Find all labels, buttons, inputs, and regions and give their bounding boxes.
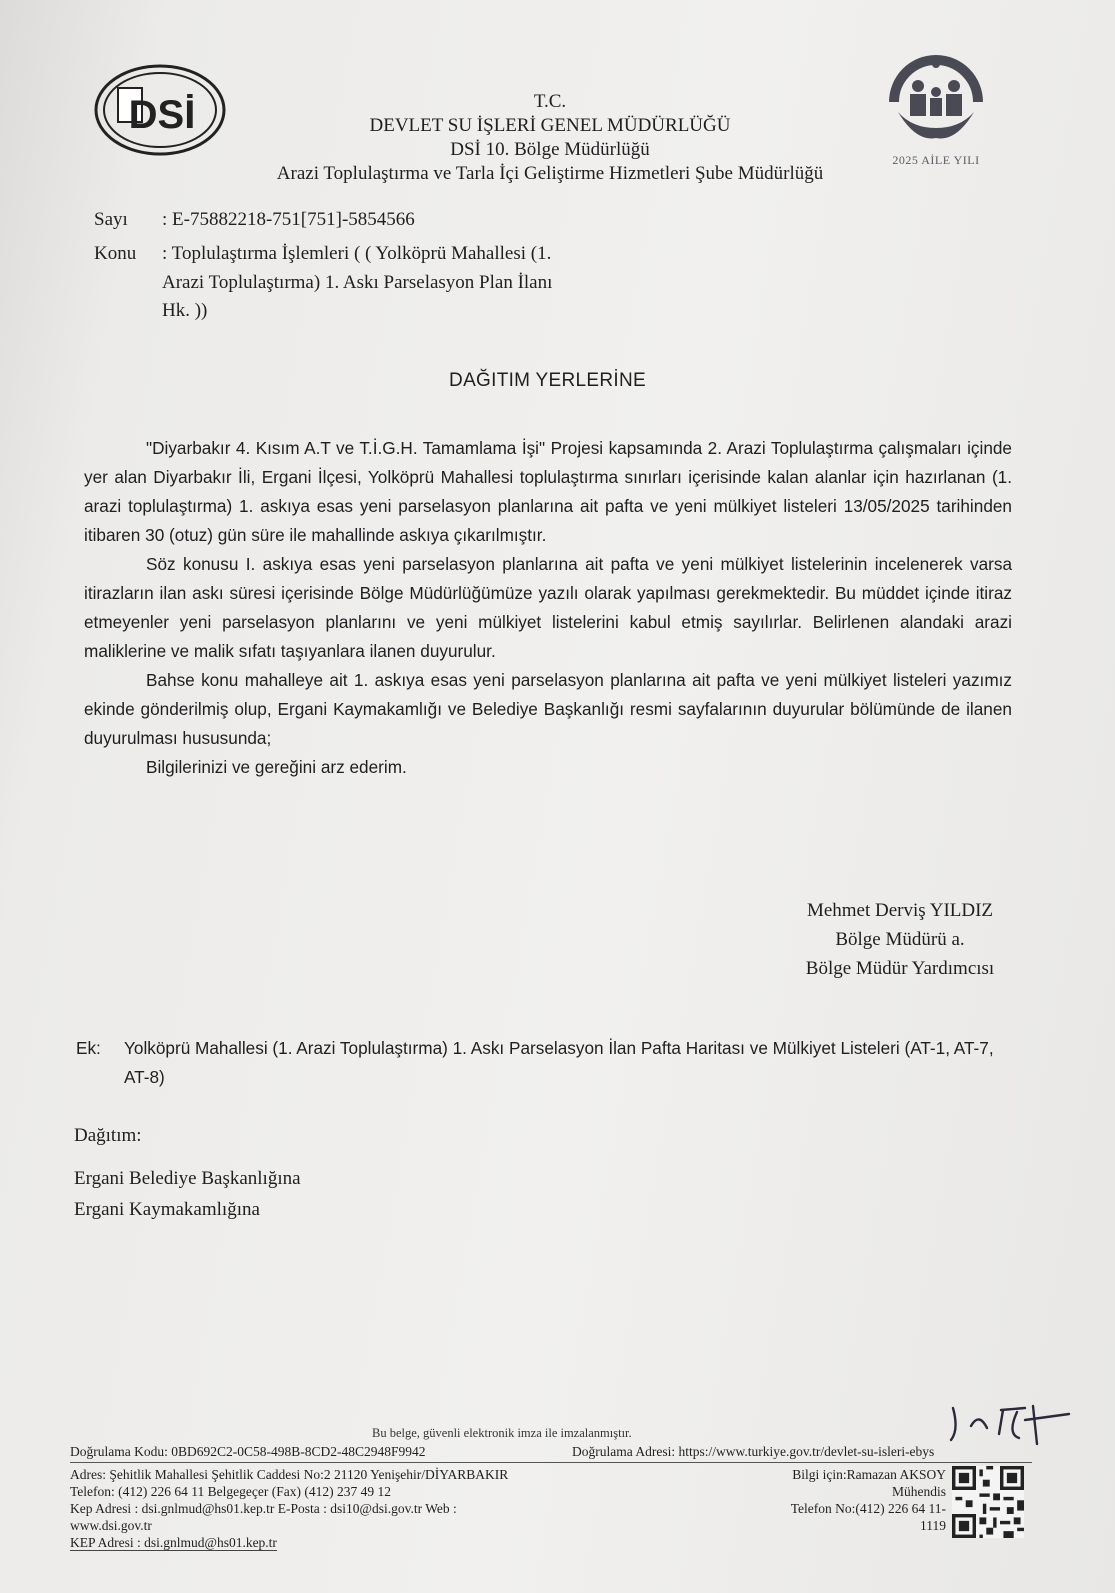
info-line-4: 1119 bbox=[920, 1518, 946, 1533]
attachment-text: Yolköprü Mahallesi (1. Arazi Toplulaştırma) 1. Askı Parselasyon İlan Pafta Haritası ve Mülkiyet Listeleri (AT-1, AT-7, AT-8) bbox=[124, 1038, 994, 1087]
body-paragraph-1: "Diyarbakır 4. Kısım A.T ve T.İ.G.H. Tamamlama İşi" Projesi kapsamında 2. Arazi Toplulaştırma çalışmaları içinde yer alan Diyarbakır İli, Ergani İlçesi, Yolköprü Mahallesi toplulaştırma sınırları içerisinde kalan alanlar için hazırlanan (1. arazi toplulaştırma) 1. askıya esas yeni parselasyon planlarına ait pafta ve yeni mülkiyet listeleri 13/05/2025 tarihinden itibaren 30 (otuz) gün süre ile mahallinde askıya çıkarılmıştır. bbox=[84, 438, 1012, 545]
kep-email-line: Kep Adresi : dsi.gnlmud@hs01.kep.tr E-Posta : dsi10@dsi.gov.tr Web : bbox=[70, 1501, 457, 1516]
verification-line bbox=[70, 1444, 1032, 1463]
attachment-label: Ek: bbox=[76, 1038, 101, 1058]
letterhead-org: DEVLET SU İŞLERİ GENEL MÜDÜRLÜĞÜ bbox=[369, 115, 731, 136]
sayi-value: : E-75882218-751[751]-5854566 bbox=[162, 209, 415, 230]
letterhead-region: DSİ 10. Bölge Müdürlüğü bbox=[450, 139, 650, 160]
sayi-label: Sayı bbox=[94, 209, 128, 230]
signature-block bbox=[770, 896, 1030, 983]
body-paragraph-2: Söz konusu I. askıya esas yeni parselasyon planlarına ait pafta ve yeni mülkiyet listelerinin incelenerek varsa itirazların ilan askı süresi içerisinde Bölge Müdürlüğümüze yazılı olarak yapılması gerekmektedir. Bu müddet içinde itiraz etmeyenler yeni parselasyon planlarını ve yeni mülkiyet listelerini kabul etmiş sayılırlar. Belirlenen alandaki arazi maliklerine ve malik sıfatı taşıyanlara ilanen duyurulur. bbox=[84, 554, 1012, 661]
letterhead bbox=[200, 90, 900, 186]
dsi-logo-text: DSİ bbox=[128, 93, 196, 137]
konu-value: : Toplulaştırma İşlemleri ( ( Yolköprü Mahallesi (1. Arazi Toplulaştırma) 1. Askı Parselasyon Plan İlanı Hk. )) bbox=[162, 243, 553, 321]
web-line[interactable]: www.dsi.gov.tr bbox=[70, 1518, 152, 1533]
family-year-label: 2025 AİLE YILI bbox=[892, 153, 980, 167]
distribution-list bbox=[74, 1120, 301, 1225]
body-paragraph-4: Bilgilerinizi ve gereğini arz ederim. bbox=[146, 757, 407, 777]
verification-code: Doğrulama Kodu: 0BD692C2-0C58-498B-8CD2-48C2948F9942 bbox=[70, 1444, 426, 1459]
signer-title-2: Bölge Müdür Yardımcısı bbox=[805, 958, 995, 979]
info-line-2: Mühendis bbox=[892, 1484, 946, 1499]
body-paragraph-3: Bahse konu mahalleye ait 1. askıya esas yeni parselasyon planlarına ait pafta ve yeni mülkiyet listeleri yazımız ekinde gönderilmiş olup, Ergani Kaymakamlığı ve Belediye Başkanlığı resmi sayfalarının duyurular bölümünde de ilanen duyurulması hususunda; bbox=[84, 670, 1012, 748]
info-line-3: Telefon No:(412) 226 64 11- bbox=[790, 1501, 946, 1516]
letterhead-branch: Arazi Toplulaştırma ve Tarla İçi Geliştirme Hizmetleri Şube Müdürlüğü bbox=[276, 163, 824, 184]
verification-address[interactable]: Doğrulama Adresi: https://www.turkiye.gov.tr/devlet-su-isleri-ebys bbox=[572, 1444, 935, 1459]
address-line: Adres: Şehitlik Mahallesi Şehitlik Caddesi No:2 21120 Yenişehir/DİYARBAKIR bbox=[70, 1467, 509, 1482]
signer-title-1: Bölge Müdürü a. bbox=[835, 929, 965, 950]
esign-note: Bu belge, güvenli elektronik imza ile imzalanmıştır. bbox=[372, 1426, 632, 1440]
kep-line: KEP Adresi : dsi.gnlmud@hs01.kep.tr bbox=[70, 1535, 277, 1550]
info-line-1: Bilgi için:Ramazan AKSOY bbox=[792, 1467, 946, 1482]
letter-body bbox=[84, 434, 1012, 782]
subject bbox=[94, 240, 553, 321]
contact-address bbox=[70, 1466, 710, 1551]
handwritten-mark bbox=[945, 1400, 1085, 1450]
recipient-heading: DAĞITIM YERLERİNE bbox=[449, 370, 646, 391]
signer-name: Mehmet Derviş YILDIZ bbox=[806, 900, 994, 921]
reference-number bbox=[94, 206, 415, 235]
distribution-title: Dağıtım: bbox=[74, 1125, 142, 1146]
letterhead-tc: T.C. bbox=[533, 91, 567, 112]
qr-code-icon bbox=[952, 1466, 1024, 1538]
distribution-item: Ergani Belediye Başkanlığına bbox=[74, 1168, 301, 1189]
phone-line: Telefon: (412) 226 64 11 Belgegeçer (Fax) (412) 237 49 12 bbox=[70, 1484, 391, 1499]
konu-label: Konu bbox=[94, 243, 137, 264]
contact-info bbox=[730, 1466, 946, 1534]
attachment bbox=[76, 1034, 1006, 1092]
distribution-item: Ergani Kaymakamlığına bbox=[74, 1199, 260, 1220]
